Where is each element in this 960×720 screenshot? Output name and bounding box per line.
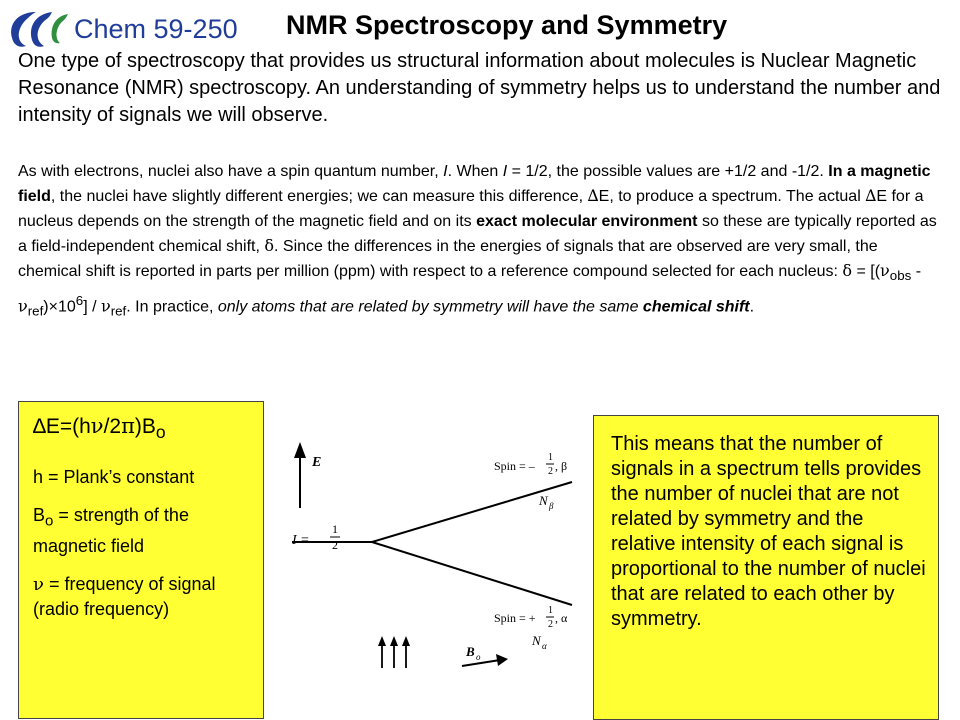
svg-text:, α: , α xyxy=(555,611,568,625)
chem-logo-icon xyxy=(6,10,70,50)
alpha-level xyxy=(372,542,572,605)
energy-formula: $\Delta E=(h\nu/2\pi)B_o$ xyxy=(33,414,166,443)
page-title: NMR Spectroscopy and Symmetry xyxy=(286,10,728,40)
formula-box xyxy=(18,401,264,719)
field-label: B xyxy=(466,644,475,659)
intro-paragraph: One type of spectroscopy that provides us structural information about molecules is Nuclear Magnetic Resonance (NMR) spectroscopy. An understanding of symmetry helps us to understand the number and intensity of signals we will observe. xyxy=(18,50,941,126)
body-paragraph: As with electrons, nuclei also have a spin quantum number, I. When I = 1/2, the possible values are +1/2 and -1/2. In a magnetic field, the nuclei have slightly different energies; we can measure this difference, ∆E, to produce a spectrum. The actual ∆E for a nucleus depends on the strength of the magnetic field and on its exact molecular environment so these are typically reported as a field-independent chemical shift, δ. Since the differences in the energies of signals that are observed are very small, the chemical shift is reported in parts per million (ppm) with respect to a reference compound selected for each nucleus: $\delta = [(\nu_{obs} - \nu_{ref})\times 10^6] / \nu_{ref}$. In practice, only atoms that are related by symmetry will have the same chemical shift. xyxy=(18,163,937,319)
energy-label: E xyxy=(312,455,322,470)
planck-definition: h = Plank’s constant xyxy=(33,467,195,488)
svg-text:2: 2 xyxy=(548,619,553,630)
spin-energy-diagram xyxy=(272,430,592,715)
svg-text:β: β xyxy=(549,501,554,511)
n-alpha-label: N xyxy=(532,633,541,648)
explanation-box: This means that the number of signals in a spectrum tells provides the number of nuclei that are not related by symmetry and the relative intensity of each signal is proportional to the number of nuclei that are related to each other by symmetry. xyxy=(593,415,939,720)
field-direction-arrow xyxy=(462,660,500,666)
svg-text:, β: , β xyxy=(555,459,568,473)
n-beta-label: N xyxy=(539,493,548,508)
course-name: Chem 59-250 xyxy=(74,14,238,44)
beta-level xyxy=(372,482,572,542)
field-definition: $B_o$ = strength of the magnetic field xyxy=(33,505,189,556)
svg-text:1: 1 xyxy=(332,522,338,536)
svg-text:α: α xyxy=(542,641,547,651)
svg-text:2: 2 xyxy=(548,466,553,477)
frequency-definition: ν = frequency of signal (radio frequency) xyxy=(33,573,216,619)
svg-text:o: o xyxy=(476,652,481,662)
svg-text:1: 1 xyxy=(548,605,553,616)
spin-alpha-label: Spin = + xyxy=(494,611,536,625)
spin-number-label: I = xyxy=(292,533,310,548)
svg-text:1: 1 xyxy=(548,452,553,463)
spin-beta-label: Spin = – xyxy=(494,459,535,473)
svg-text:2: 2 xyxy=(332,538,338,552)
